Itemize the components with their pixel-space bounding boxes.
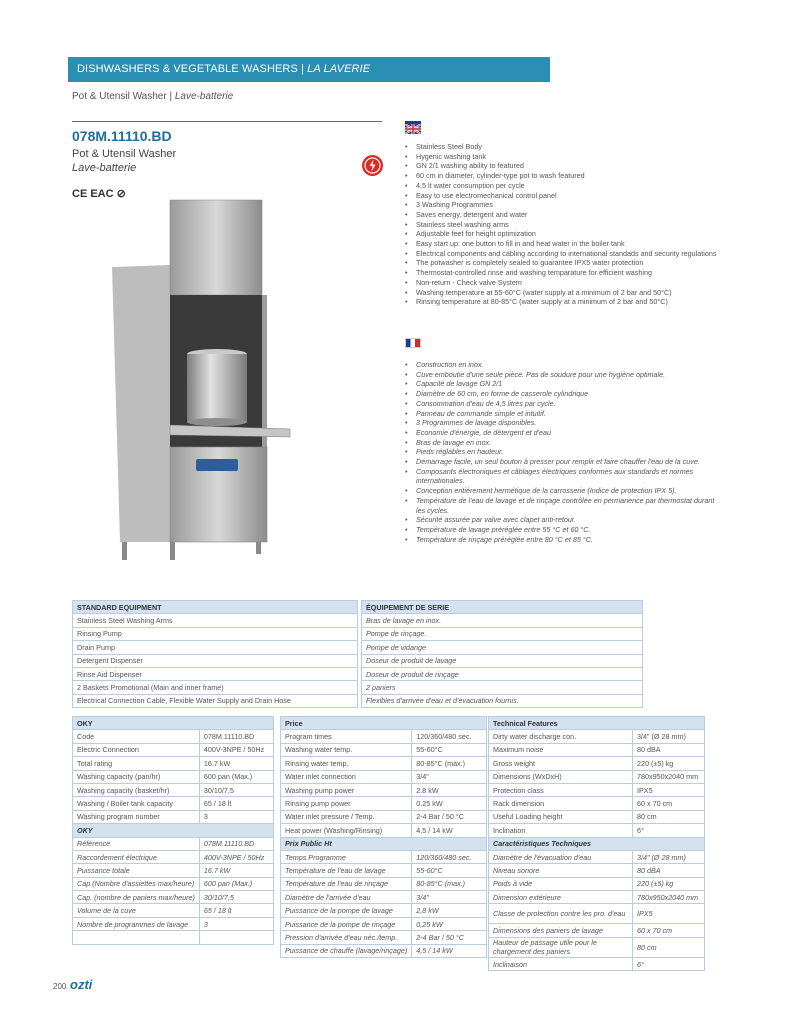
table-row [489,904,705,924]
table-row [73,783,274,796]
table-row [489,877,705,890]
spec-value: 2,8 kW [412,904,487,917]
spec-label: Puissance de la pompe de rinçage [281,917,412,930]
spec-label: Water inlet connection [281,770,412,783]
spec-label: Pression d'arrivée d'eau néc./temp. [281,931,412,944]
product-name-fr: Lave-batterie [72,162,137,174]
feature-item: • Diamètre de 60 cm, en forme de casserole cylindrique [405,389,720,399]
feature-item: • 3 Washing Programmes [405,200,720,210]
spec-value: 80 cm [633,937,705,957]
feature-item: • Panneau de commande simple et intuitif. [405,409,720,419]
table-row [281,770,487,783]
table-row [281,743,487,756]
table-row [281,931,487,944]
feature-item: • Thermostat-controlled rinse and washing temparature for efficient washing [405,268,720,278]
table-row [73,837,274,850]
feature-item: • Economie d'énergie, de détergent et d'eau [405,428,720,438]
feature-item: • Conception entièrement hermétique de la carrosserie (Indice de protection IPX 5). [405,486,720,496]
spec-value: 4,5 / 14 kW [412,824,487,837]
equipment-en: Stainless Steel Washing Arms [73,614,358,627]
table-row [281,797,487,810]
spec-value: 60 x 70 cm [633,924,705,937]
table-row [73,864,274,877]
spec-value: 80 dBA [633,743,705,756]
spec-value: 078M.11110.BD [199,837,273,850]
spec-value [199,931,273,944]
spec-label: Dirty water discharge con. [489,730,633,743]
spec-label: Cap. (nombre de paniers max/heure) [73,891,200,904]
spec-label: Puissance totale [73,864,200,877]
spec-label: Température de l'eau de rinçage [281,877,412,890]
table-row [489,924,705,937]
spec-value: 600 pan (Max.) [199,877,273,890]
table-row [73,641,643,654]
spec-label: Protection class [489,783,633,796]
spec-label: Program times [281,730,412,743]
equipment-en: Rinse Aid Dispenser [73,667,358,680]
spec-label [73,931,200,944]
feature-item: • Adjustable feet for height optimization [405,229,720,239]
table-row [73,850,274,863]
subtitle-separator: | [166,91,175,102]
spec-value: IPX5 [633,904,705,924]
equipment-fr: Pompe de vidange [362,641,643,654]
spec-value: 078M.11110.BD [199,730,273,743]
spec-value: 60 x 70 cm [633,797,705,810]
equipment-en: Drain Pump [73,641,358,654]
feature-item: • Rinsing temperature at 80-85°C (water supply at a minimum of 2 bar and 50°C) [405,297,720,307]
spec-value: 780x950x2040 mm [633,770,705,783]
spec-label: Dimensions des paniers de lavage [489,924,633,937]
spec-label: Nombre de programmes de lavage [73,917,200,930]
spec-header: Price [281,717,487,730]
spec-value: 80 cm [633,810,705,823]
france-flag-icon [405,338,421,348]
spec-label: Washing capacity (pan/hr) [73,770,200,783]
feature-item: • Non-return - Check valve System [405,278,720,288]
table-row [281,877,487,890]
spec-label: Washing capacity (basket/hr) [73,783,200,796]
certification-marks: CE EAC ⊘ [72,188,126,200]
spec-value: 65 / 18 lt [199,797,273,810]
spec-value: IPX5 [633,783,705,796]
feature-item: • Hygenic washing tank [405,152,720,162]
table-row [73,654,643,667]
spec-label: Dimension extérieure [489,891,633,904]
spec-value: 0.25 kW [412,797,487,810]
spec-value: 3/4" (Ø 28 mm) [633,850,705,863]
feature-item: • GN 2/1 washing ability to featured [405,161,720,171]
table-row [73,743,274,756]
table-row [73,730,274,743]
equipment-fr: Bras de lavage en inox. [362,614,643,627]
table-row [281,864,487,877]
banner-title-en: DISHWASHERS & VEGETABLE WASHERS [77,63,298,75]
table-row [73,770,274,783]
equipment-fr: Doseur de produit de lavage [362,654,643,667]
spec-value: 55-60°C [412,864,487,877]
spec-label: Puissance de la pompe de lavage [281,904,412,917]
spec-value: 65 / 18 lt [199,904,273,917]
table-row [73,877,274,890]
spec-value: 30/10/7,5 [199,891,273,904]
spec-value: 120/360/480 sec. [412,730,487,743]
spec-value: 120/360/480 sec. [412,850,487,863]
spec-header: Technical Features [489,717,705,730]
feature-item: • Sécurité assurée par valve avec clapet anti-retour. [405,515,720,525]
spec-value: 80 dBA [633,864,705,877]
features-list-en [405,142,720,307]
table-row [489,757,705,770]
standard-equipment-header-fr: ÉQUIPEMENT DE SERIE [362,601,643,614]
feature-item: • Washing temperature at 55-60°C (water supply at a minimum of 2 bar and 50°C) [405,288,720,298]
spec-label: Washing / Boiler tank capacity [73,797,200,810]
equipment-en: Rinsing Pump [73,627,358,640]
feature-item: • 60 cm in diameter, cylinder-type pot to wash featured [405,171,720,181]
table-row [281,944,487,957]
table-row [489,824,705,837]
spec-header: Prix Public Ht [281,837,487,850]
uk-flag-icon [405,121,421,131]
feature-item: • Température de rinçage préréglée entre 80 °C et 85 °C. [405,535,720,545]
table-row [73,797,274,810]
table-row [281,917,487,930]
technical-features-table [488,716,705,971]
spec-value: 400V-3NPE / 50Hz [199,743,273,756]
table-row [73,681,643,694]
table-row [489,864,705,877]
spec-value: 780x950x2040 mm [633,891,705,904]
spec-value: 6° [633,824,705,837]
table-row [281,730,487,743]
table-row [281,757,487,770]
spec-value: 30/10/7,5 [199,783,273,796]
spec-label: Diamètre de l'évacuation d'eau [489,850,633,863]
divider [72,121,382,122]
equipment-fr: 2 paniers [362,681,643,694]
spec-value: 6° [633,957,705,970]
banner-separator: | [297,63,308,75]
spec-value: 3 [199,810,273,823]
table-row [489,891,705,904]
banner-title-fr: LA LAVERIE [307,63,371,75]
spec-label: Heat power (Washing/Rinsing) [281,824,412,837]
subtitle-fr: Lave-batterie [174,91,234,102]
feature-item: • Composants électroniques et câblages électriques conformes aux standards et normes internationales. [405,467,720,486]
spec-label: Poids à vide [489,877,633,890]
table-row [489,730,705,743]
brand-logo: ozti [70,977,93,992]
spec-value: 400V-3NPE / 50Hz [199,850,273,863]
spec-value: 2-4 Bar / 50 °C [412,931,487,944]
equipment-fr: Doseur de produit de rinçage [362,667,643,680]
spec-value: 2.8 kW [412,783,487,796]
table-row [73,757,274,770]
table-row [73,667,643,680]
spec-label: Inclinaison [489,957,633,970]
product-model: 078M.11110.BD [72,128,172,144]
spec-label: Cap.(Nombre d'assiettes max/heure) [73,877,200,890]
spec-label: Total rating [73,757,200,770]
spec-value: 2-4 Bar / 50 °C [412,810,487,823]
spec-label: Dimensions (WxDxH) [489,770,633,783]
table-row [489,783,705,796]
feature-item: • Easy start up: one button to fill in and heat water in the boiler tank [405,239,720,249]
standard-equipment-table [72,600,643,708]
spec-header: Caractéristiques Techniques [489,837,705,850]
spec-value: 16.7 kW [199,757,273,770]
spec-label: Useful Loading height [489,810,633,823]
table-row [489,797,705,810]
spec-value: 55-60°C [412,743,487,756]
spec-label: Diamètre de l'arrivée d'eau [281,891,412,904]
equipment-fr: Flexibles d'arrivée d'eau et d'évacuation fournis. [362,694,643,707]
oky-spec-table [72,716,274,945]
subtitle-en: Pot & Utensil Washer [72,91,167,102]
features-list-fr [405,360,720,544]
feature-item: • Stainless Steel Body [405,142,720,152]
spec-label: Washing water temp. [281,743,412,756]
table-row [73,694,643,707]
spec-value: 16.7 kW [199,864,273,877]
equipment-en: Detergent Dispenser [73,654,358,667]
table-row [73,891,274,904]
feature-item: • Cuve emboutie d'une seule pièce. Pas de soudure pour une hygiène optimale. [405,370,720,380]
equipment-en: Electrical Connection Cable, Flexible Water Supply and Drain Hose [73,694,358,707]
spec-label: Inclination [489,824,633,837]
feature-item: • Easy to use electromechanical control panel [405,191,720,201]
spec-value: 3/4" (Ø 28 mm) [633,730,705,743]
table-row [489,850,705,863]
spec-label: Température de l'eau de lavage [281,864,412,877]
table-row [73,904,274,917]
spec-value: 80-85°C (max.) [412,877,487,890]
feature-item: • Démarrage facile, un seul bouton à presser pour remplir et faire chauffer l'eau de la cuve. [405,457,720,467]
spec-value: 220 (±5) kg [633,757,705,770]
feature-item: • Construction en inox. [405,360,720,370]
feature-item: • The potwasher is completely sealed to guarantee IPX5 water protection [405,258,720,268]
feature-item: • Température de l'eau de lavage et de rinçage contrôlée en permanence par thermostat durant les cycles. [405,496,720,515]
spec-value: 220 (±5) kg [633,877,705,890]
feature-item: • Saves energy, detergent and water [405,210,720,220]
table-row [73,917,274,930]
table-row [73,810,274,823]
table-row [73,627,643,640]
lightning-icon [362,155,383,176]
spec-value: 3/4" [412,770,487,783]
spec-label: Classe de protection contre les pro. d'eau [489,904,633,924]
table-row [73,931,274,944]
spec-label: Raccordement électrique [73,850,200,863]
spec-label: Washing program number [73,810,200,823]
section-banner [68,57,550,82]
table-row [281,810,487,823]
product-name-en: Pot & Utensil Washer [72,148,177,160]
table-row [73,614,643,627]
spec-value: 4,5 / 14 kW [412,944,487,957]
spec-value: 0,25 kW [412,917,487,930]
spec-label: Rinsing water temp. [281,757,412,770]
spec-header: OKY [73,824,274,837]
spec-label: Hauteur de passage utile pour le chargement des paniers [489,937,633,957]
spec-value: 600 pan (Max.) [199,770,273,783]
table-row [281,850,487,863]
spec-label: Puissance de chauffe (lavage/rinçage) [281,944,412,957]
table-row [489,957,705,970]
spec-value: 3/4" [412,891,487,904]
spec-label: Niveau sonore [489,864,633,877]
spec-label: Water inlet pressure / Temp. [281,810,412,823]
spec-label: Rinsing pump power [281,797,412,810]
table-row [281,891,487,904]
equipment-fr: Pompe de rinçage. [362,627,643,640]
product-image [110,197,300,563]
table-row [281,824,487,837]
table-row [489,937,705,957]
spec-label: Washing pump power [281,783,412,796]
table-row [489,770,705,783]
spec-label: Volume de la cuve [73,904,200,917]
table-row [281,783,487,796]
spec-value: 3 [199,917,273,930]
feature-item: • Consommation d'eau de 4,5 litres par cycle. [405,399,720,409]
spec-label: Temps Programme [281,850,412,863]
feature-item: • Stainless steel washing arms [405,220,720,230]
spec-label: Code [73,730,200,743]
spec-label: Maximum noise [489,743,633,756]
page-subtitle [72,91,233,102]
table-row [489,810,705,823]
table-row [489,743,705,756]
equipment-en: 2 Baskets Promotional (Main and inner frame) [73,681,358,694]
spec-label: Rack dimension [489,797,633,810]
spec-label: Référence [73,837,200,850]
table-row [281,904,487,917]
spec-header: OKY [73,717,274,730]
standard-equipment-header-en: STANDARD EQUIPMENT [73,601,358,614]
feature-item: • Capacité de lavage GN 2/1 [405,379,720,389]
page-number: 200 [53,982,67,991]
feature-item: • Température de lavage préréglée entre 55 °C et 60 °C. [405,525,720,535]
feature-item: • 3 Programmes de lavage disponibles. [405,418,720,428]
feature-item: • 4,5 lt water consumption per cycle [405,181,720,191]
spec-label: Gross weight [489,757,633,770]
spec-value: 80-85°C (max.) [412,757,487,770]
spec-label: Electric Connection [73,743,200,756]
price-spec-table [280,716,487,958]
feature-item: • Pieds réglables en hauteur. [405,447,720,457]
feature-item: • Electrical components and cabling according to international standads and security regulations [405,249,720,259]
feature-item: • Bras de lavage en inox. [405,438,720,448]
